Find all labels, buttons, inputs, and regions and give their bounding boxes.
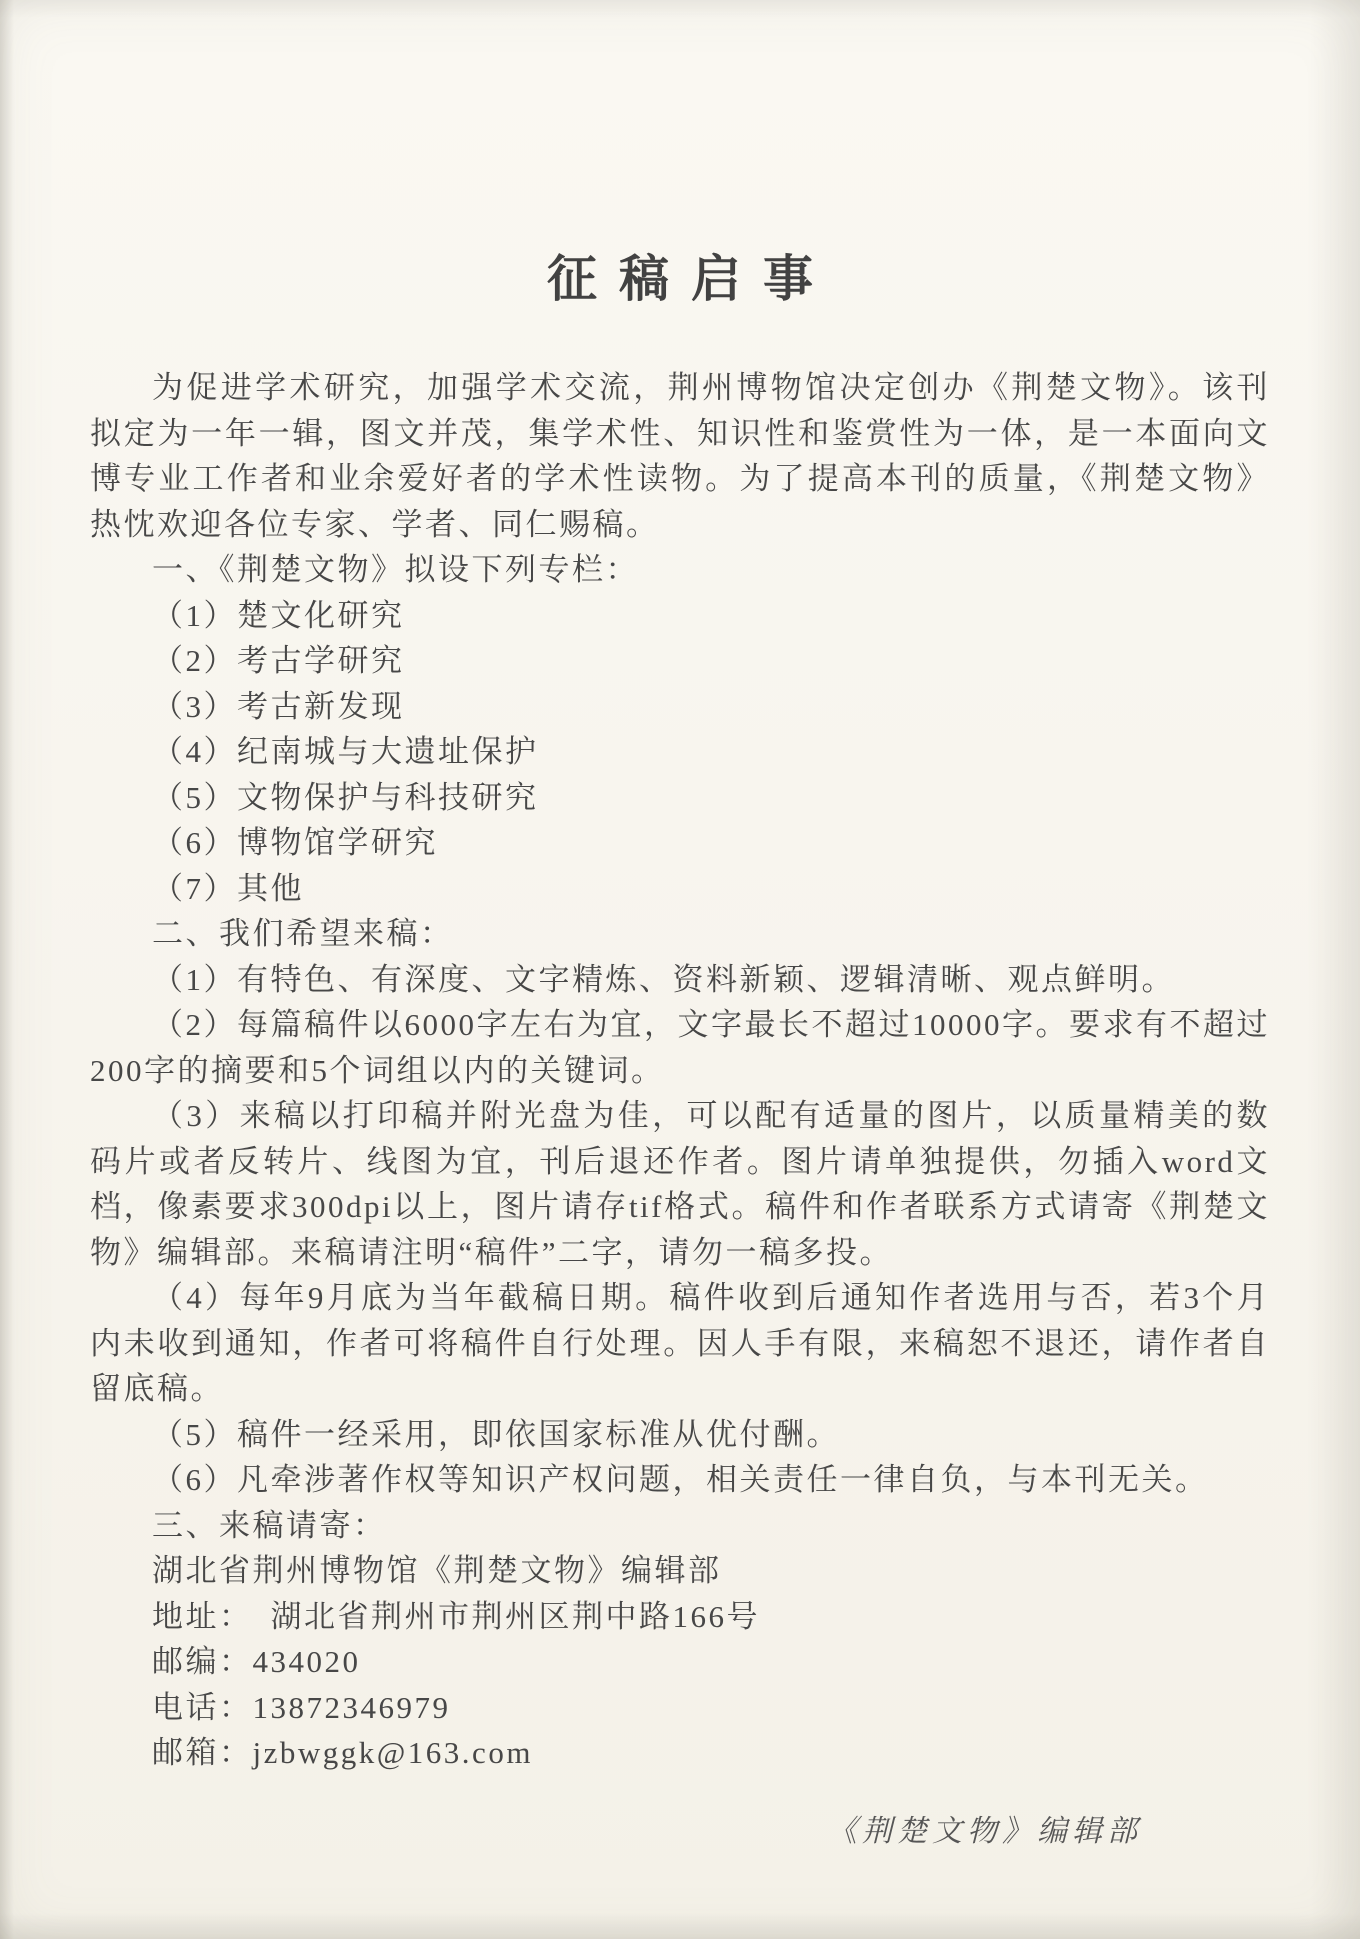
column-item-4: （4）纪南城与大遗址保护 <box>152 734 539 769</box>
heading-section-2: 二、我们希望来稿： <box>152 916 454 951</box>
contact-postcode-line: 邮编：434020 <box>152 1644 361 1679</box>
document-body <box>90 307 1270 1776</box>
paragraph-intro: 为促进学术研究，加强学术交流，荆州博物馆决定创办《荆楚文物》。该刊拟定为一年一辑，图文并茂，集学术性、知识性和鉴赏性为一体，是一本面向文博专业工作者和业余爱好者的学术性读物。为了提高本刊的质量，《荆楚文物》热忱欢迎各位专家、学者、同仁赐稿。 <box>90 370 1270 542</box>
guideline-item-6: （6）凡牵涉著作权等知识产权问题，相关责任一律自负，与本刊无关。 <box>152 1462 1209 1497</box>
page-title: 征稿启事 <box>547 251 835 307</box>
column-item-5: （5）文物保护与科技研究 <box>152 779 539 815</box>
column-item-3: （3）考古新发现 <box>152 688 405 724</box>
signature: 《荆楚文物》编辑部 <box>827 1814 1142 1848</box>
guideline-item-1: （1）有特色、有深度、文字精炼、资料新颖、逻辑清晰、观点鲜明。 <box>152 961 1175 997</box>
guideline-item-3: （3）来稿以打印稿并附光盘为佳，可以配有适量的图片，以质量精美的数码片或者反转片、线图为宜，刊后退还作者。图片请单独提供，勿插入word文档，像素要求300dpi以上，图片请存tif格式。稿件和作者联系方式请寄《荆楚文物》编辑部。来稿请注明“稿件”二字，请勿一稿多投。 <box>90 1098 1270 1270</box>
column-item-6: （6）博物馆学研究 <box>152 825 438 860</box>
column-item-7: （7）其他 <box>152 870 304 906</box>
contact-email-line: 邮箱：jzbwggk@163.com <box>152 1735 533 1770</box>
guideline-item-2: （2）每篇稿件以6000字左右为宜，文字最长不超过10000字。要求有不超过200字的摘要和5个词组以内的关键词。 <box>90 1007 1270 1088</box>
contact-addressee-line: 湖北省荆州博物馆《荆楚文物》编辑部 <box>152 1553 722 1588</box>
contact-address-line: 地址： 湖北省荆州市荆州区荆中路166号 <box>152 1598 760 1634</box>
column-item-1: （1）楚文化研究 <box>152 597 405 633</box>
column-item-2: （2）考古学研究 <box>152 643 405 678</box>
guideline-item-5: （5）稿件一经采用，即依国家标准从优付酬。 <box>152 1416 840 1452</box>
heading-section-1: 一、《荆楚文物》拟设下列专栏： <box>152 552 639 587</box>
heading-section-3: 三、来稿请寄： <box>152 1507 387 1543</box>
guideline-item-4: （4）每年9月底为当年截稿日期。稿件收到后通知作者选用与否，若3个月内未收到通知，作者可将稿件自行处理。因人手有限，来稿恕不退还，请作者自留底稿。 <box>90 1280 1270 1406</box>
contact-phone-line: 电话：13872346979 <box>152 1689 451 1725</box>
